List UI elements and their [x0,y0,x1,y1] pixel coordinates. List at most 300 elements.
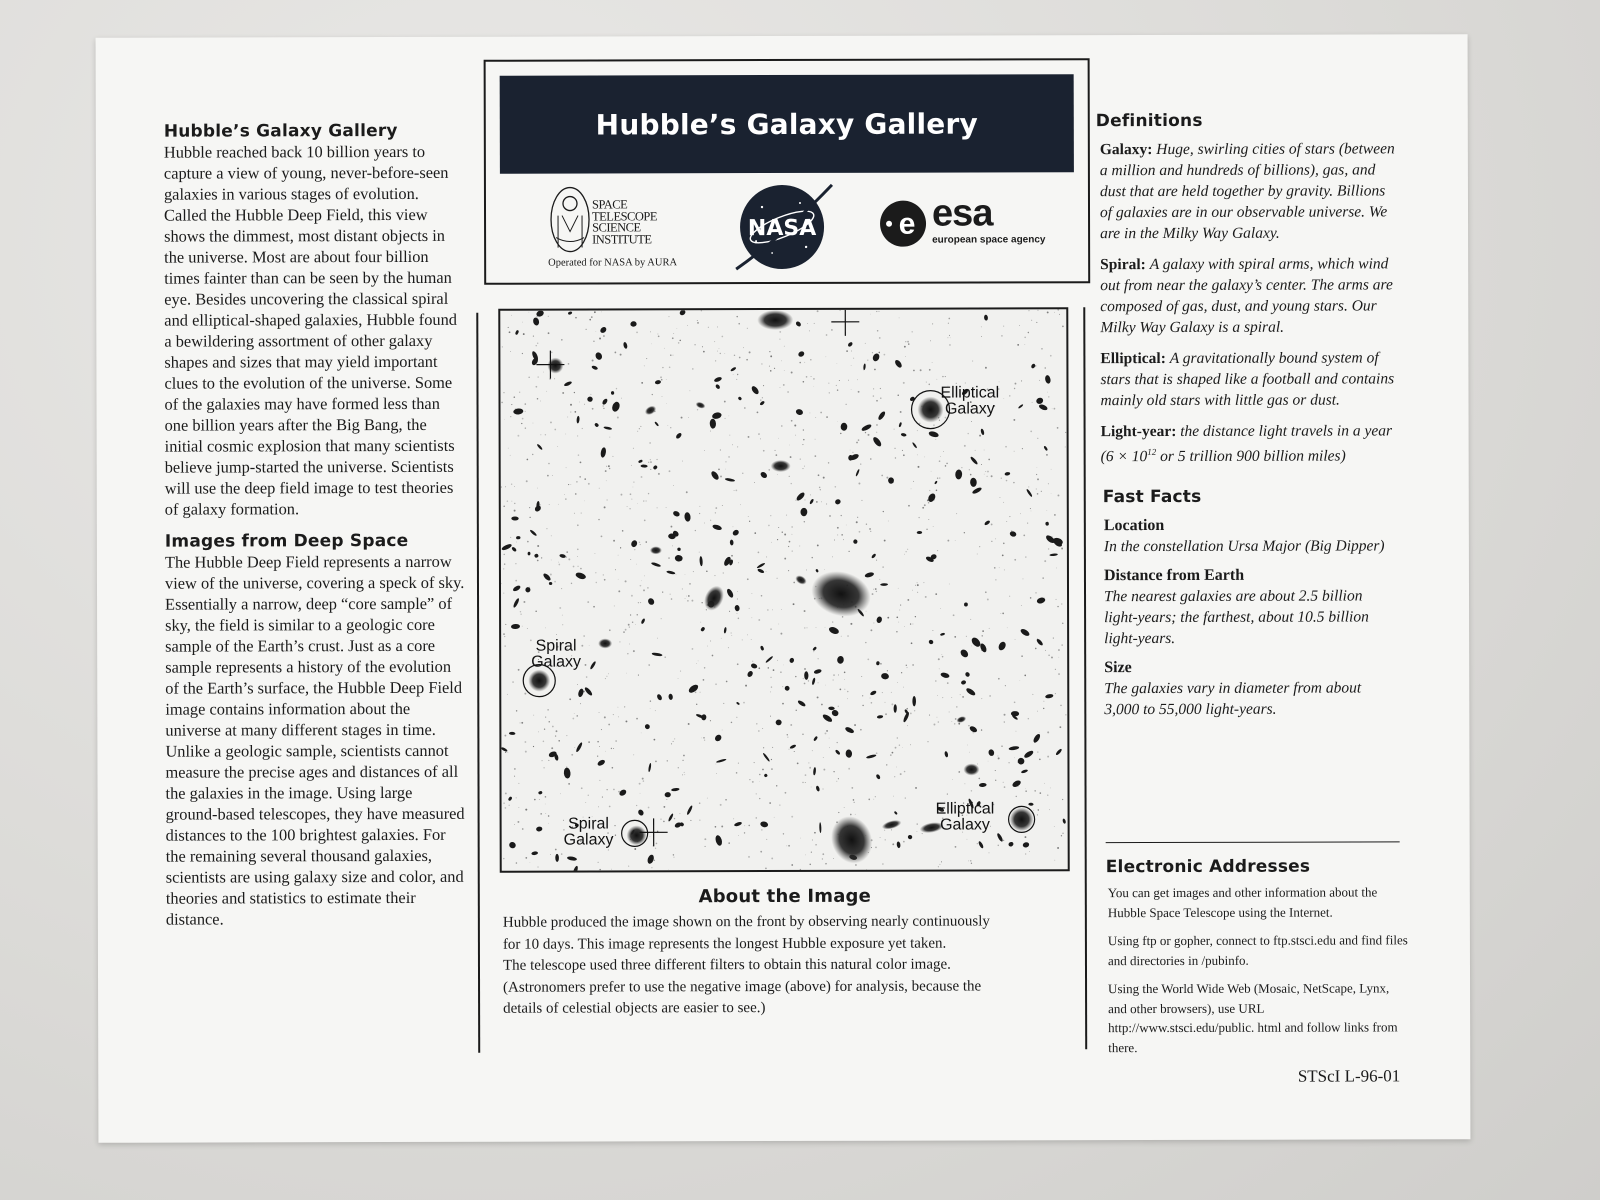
speckle [581,512,582,513]
section-title-gallery: Hubble’s Galaxy Gallery [163,121,398,142]
speckle [820,412,822,414]
speckle [548,815,550,817]
speckle [844,807,845,808]
speckle [762,397,763,398]
speckle [516,542,517,543]
speckle [533,715,534,716]
speckle [749,521,750,522]
speckle [802,444,803,445]
speckle [715,512,716,513]
speckle [554,429,556,431]
svg-text:NASA: NASA [747,215,817,242]
speckle [585,664,587,666]
speckle [862,695,863,696]
speckle [756,723,757,724]
speckle [1048,655,1049,656]
speckle [737,374,738,375]
small-galaxy [866,754,877,759]
speckle [614,825,615,826]
speckle [636,564,637,565]
speckle [803,439,805,441]
speckle [919,423,920,424]
small-galaxy [970,478,977,487]
speckle [1025,853,1026,854]
small-galaxy [759,471,768,479]
speckle [923,582,924,583]
speckle [520,722,521,723]
speckle [1001,745,1002,746]
speckle [672,545,673,546]
small-galaxy [969,725,978,733]
speckle [639,542,640,543]
speckle [680,670,681,671]
small-galaxy [901,433,907,437]
small-galaxy [928,639,934,645]
speckle [881,475,883,477]
speckle [873,589,874,590]
small-galaxy [1008,746,1019,751]
speckle [947,337,948,338]
small-galaxy [809,498,814,504]
speckle [940,456,941,457]
small-galaxy [512,598,520,609]
speckle [597,755,598,756]
small-galaxy [710,470,720,481]
speckle [1014,388,1015,389]
speckle [871,702,873,704]
speckle [723,703,724,704]
speckle [879,311,880,312]
speckle [1058,673,1059,674]
speckle [782,532,783,533]
speckle [971,421,972,422]
speckle [903,454,905,456]
speckle [561,853,563,855]
speckle [699,513,700,514]
speckle [840,310,841,311]
speckle [987,471,989,473]
speckle [618,579,619,580]
speckle [562,392,564,394]
speckle [935,439,936,440]
small-galaxy [912,442,918,449]
speckle [1014,757,1015,758]
small-galaxy [648,763,652,772]
speckle [562,615,563,616]
small-galaxy [944,751,949,758]
speckle [716,764,717,765]
speckle [1001,478,1002,479]
speckle [720,475,722,477]
speckle [756,793,757,794]
speckle [676,574,677,575]
speckle [997,756,998,757]
speckle [666,507,667,508]
speckle [1034,790,1036,792]
speckle [668,557,669,558]
small-galaxy [847,341,853,347]
small-galaxy [955,469,962,479]
speckle [575,317,577,319]
speckle [724,418,725,419]
speckle [509,331,511,333]
esa-emblem-icon [878,199,928,249]
speckle [514,486,515,487]
esa-subtitle: european space agency [932,234,1046,246]
speckle [915,585,916,586]
speckle [539,799,540,800]
speckle [606,676,607,677]
speckle [623,631,625,633]
speckle [802,782,803,783]
speckle [1037,310,1038,311]
speckle [658,335,660,337]
speckle [555,735,556,736]
small-galaxy [668,693,673,700]
speckle [833,858,834,859]
speckle [578,454,580,456]
small-galaxy [515,330,520,336]
speckle [1055,669,1056,670]
speckle [781,609,782,610]
speckle [631,595,633,597]
speckle [1051,469,1052,470]
speckle [791,483,792,484]
small-galaxy [813,669,822,675]
speckle [507,500,509,502]
speckle [829,515,831,517]
speckle [1025,788,1026,789]
speckle [875,796,876,797]
speckle [855,864,857,866]
speckle [633,448,634,449]
speckle [559,607,561,609]
speckle [604,506,606,508]
small-galaxy [511,546,517,552]
speckle [934,500,935,501]
speckle [808,680,809,681]
speckle [1025,344,1026,345]
speckle [527,541,529,543]
speckle [865,343,866,344]
speckle [812,750,813,751]
speckle [810,495,811,496]
small-galaxy [855,469,860,477]
speckle [744,407,746,409]
small-galaxy [1009,531,1017,538]
speckle [1004,569,1005,570]
speckle [789,445,790,446]
speckle [856,442,858,444]
speckle [518,783,519,784]
speckle [1061,644,1063,646]
small-galaxy [713,376,722,383]
speckle [837,363,838,364]
bright-galaxy [695,401,706,410]
speckle [780,633,782,635]
speckle [1065,432,1066,433]
speckle [906,708,908,710]
speckle [1015,639,1016,640]
speckle [824,569,825,570]
speckle [861,676,862,677]
speckle [825,627,826,628]
speckle [910,744,911,745]
speckle [559,564,561,566]
small-galaxy [1026,488,1033,497]
speckle [858,391,860,393]
speckle [669,316,670,317]
speckle [726,681,728,683]
small-galaxy [837,656,844,665]
speckle [566,551,568,553]
gallery-paragraph: Hubble reached back 10 billion years to capture a view of young, never-before-seen galaxies in various stages of evolution. Called the Hubble Deep Field, this view shows the dimmest, most distant objects in the universe. Most are about four billion times fainter than can be seen by the human eye. Besides uncovering the classical spiral and elliptical-shaped galaxies, Hubble found a bewildering assortment of other galaxy shapes and sizes that may yield important clues to the evolution of the universe. Some of the galaxies may have formed less than one billion years after the Big Bang, the initial cosmic explosion that many scientists believe jump-started the universe. Scientists will use the deep field image to test theories of galaxy formation. [163,141,457,519]
speckle [548,332,550,334]
speckle [1033,810,1034,811]
speckle [549,721,550,722]
speckle [660,376,662,378]
speckle [565,498,566,499]
small-galaxy [1045,694,1054,699]
speckle [543,741,545,743]
speckle [1035,648,1037,650]
speckle [856,521,858,523]
speckle [770,628,772,630]
speckle [1050,355,1052,357]
speckle [960,694,961,695]
speckle [585,329,586,330]
speckle [621,494,623,496]
speckle [956,706,958,708]
speckle [636,331,638,333]
speckle [574,392,575,393]
speckle [535,610,537,612]
speckle [877,330,879,332]
speckle [511,404,512,405]
small-galaxy [760,821,769,828]
small-galaxy [656,693,663,701]
bright-galaxy [806,565,875,623]
speckle [1021,380,1022,381]
speckle [673,485,674,486]
speckle [673,854,675,856]
speckle [844,672,846,674]
speckle [917,582,918,583]
speckle [896,767,897,768]
speckle [565,434,566,435]
speckle [901,672,902,673]
speckle [717,351,718,352]
small-galaxy [812,646,817,651]
small-galaxy [795,408,804,416]
speckle [985,471,986,472]
small-galaxy [764,773,768,777]
speckle [780,387,781,388]
speckle [599,780,600,781]
speckle [858,439,860,441]
speckle [1055,693,1056,694]
speckle [846,404,847,405]
speckle [977,764,978,765]
small-galaxy [881,673,890,680]
speckle [688,417,689,418]
speckle [787,391,789,393]
speckle [747,578,749,580]
speckle [915,787,917,789]
speckle [514,503,515,504]
speckle [1037,814,1038,815]
speckle [900,773,902,775]
speckle [985,591,987,593]
speckle [636,614,638,616]
speckle [821,501,822,502]
speckle [566,735,567,736]
speckle [589,319,591,321]
speckle [541,557,542,558]
speckle [568,363,570,365]
speckle [1022,448,1023,449]
speckle [838,812,839,813]
small-galaxy [1032,733,1041,744]
speckle [632,621,634,623]
speckle [507,694,508,695]
speckle [945,376,946,377]
small-galaxy [870,690,878,696]
speckle [684,772,685,773]
small-galaxy [714,834,723,846]
speckle [831,329,832,330]
speckle [1054,826,1055,827]
speckle [736,379,737,380]
speckle [947,540,949,542]
speckle [1002,555,1004,557]
speckle [913,481,914,482]
speckle [770,355,772,357]
speckle [912,331,913,332]
speckle [805,854,806,855]
speckle [504,419,505,420]
speckle [596,582,597,583]
speckle [510,416,511,417]
speckle [1024,675,1026,677]
speckle [917,430,918,431]
speckle [815,417,816,418]
small-galaxy [508,841,517,850]
speckle [791,550,793,552]
speckle [562,624,563,625]
speckle [1037,467,1038,468]
speckle [1049,809,1050,810]
speckle [810,359,812,361]
speckle [618,791,620,793]
speckle [536,345,537,346]
speckle [1061,603,1062,604]
speckle [608,465,610,467]
small-galaxy [984,520,991,526]
speckle [504,563,506,565]
small-galaxy [800,508,807,517]
speckle [740,504,741,505]
speckle [763,385,764,386]
speckle [804,627,805,628]
speckle [678,767,679,768]
speckle [747,635,748,636]
speckle [1003,782,1004,783]
speckle [661,379,663,381]
small-galaxy [819,822,821,833]
speckle [870,531,871,532]
speckle [1020,680,1021,681]
electronic-addresses-title: Electronic Addresses [1105,856,1311,878]
small-galaxy [508,796,513,801]
speckle [761,363,762,364]
speckle [500,486,502,488]
speckle [695,530,696,531]
speckle [795,500,796,501]
speckle [514,824,515,825]
small-galaxy [594,351,603,361]
speckle [548,316,549,317]
small-galaxy [1038,403,1048,411]
speckle [815,844,816,845]
speckle [599,869,600,870]
speckle [734,355,735,356]
speckle [635,624,636,625]
speckle [633,754,634,755]
speckle [829,392,830,393]
speckle [1054,408,1056,410]
speckle [841,534,843,536]
small-galaxy [1018,404,1024,409]
speckle [507,752,508,753]
speckle [1028,486,1029,487]
speckle [850,450,851,451]
speckle [1004,714,1006,716]
speckle [927,741,928,742]
speckle [516,710,517,711]
speckle [505,486,506,487]
speckle [939,460,941,462]
speckle [932,323,933,324]
speckle [804,610,806,612]
speckle [520,611,521,612]
bright-galaxy [794,573,808,586]
speckle [778,438,779,439]
speckle [929,715,930,716]
speckle [918,517,919,518]
small-galaxy [750,663,758,670]
speckle [653,739,655,741]
speckle [819,487,821,489]
speckle [570,484,571,485]
small-galaxy [564,381,573,387]
speckle [603,408,604,409]
speckle [550,574,552,576]
fact-size: Size The galaxies vary in diameter from about 3,000 to 55,000 light-years. [1104,659,1362,719]
small-galaxy [587,396,593,402]
small-galaxy [1045,522,1049,526]
speckle [848,380,849,381]
speckle [568,783,570,785]
speckle [776,785,777,786]
speckle [728,456,729,457]
speckle [924,504,926,506]
speckle [981,464,982,465]
speckle [836,781,837,782]
speckle [699,552,700,553]
speckle [631,499,632,500]
speckle [720,353,721,354]
